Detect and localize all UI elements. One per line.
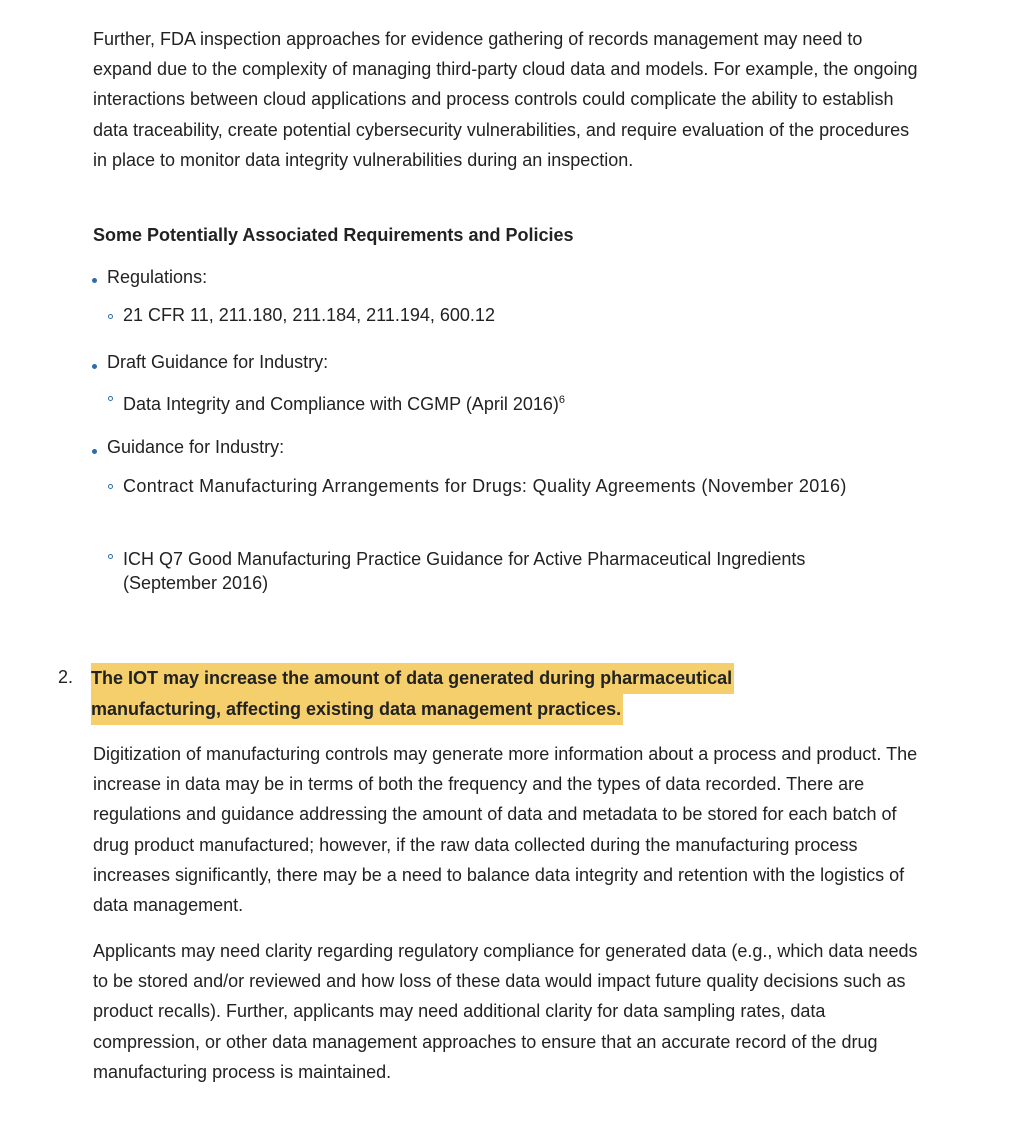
bullet-dot-icon: [92, 449, 97, 454]
policy-item: [123, 391, 893, 417]
footnote-marker: 6: [558, 394, 565, 406]
policy-label-regulations: Regulations:: [107, 267, 208, 287]
policy-item: Contract Manufacturing Arrangements for Drugs: Quality Agreements (November 2016): [123, 476, 847, 496]
policy-label-draft-guidance: Draft Guidance for Industry:: [107, 352, 329, 372]
item2-paragraph-2: Applicants may need clarity regarding regulatory compliance for generated data (e.g., which data needs to be stored and/or reviewed and how loss of these data would impact future quality decisions such as product recalls). Further, applicants may need additional clarity for data sampling rates, data compression, or other data management approaches to ensure that an accurate record of the drug manufacturing process is maintained.: [93, 941, 918, 1082]
policy-label-guidance: Guidance for Industry:: [107, 437, 285, 457]
policy-item: ICH Q7 Good Manufacturing Practice Guidance for Active Pharmaceutical Ingredients (September 2016): [123, 549, 806, 593]
highlighted-title-line-1: The IOT may increase the amount of data generated during pharmaceutical: [91, 663, 734, 694]
item2-paragraph-1: Digitization of manufacturing controls may generate more information about a process and product. The increase in data may be in terms of both the frequency and the types of data recorded. There are regulations and guidance addressing the amount of data and metadata to be stored for each batch of drug product manufactured; however, if the raw data collected during the manufacturing process increases significantly, there may be a need to balance data integrity and retention with the logistics of data management.: [93, 744, 918, 916]
bullet-dot-icon: [92, 278, 97, 283]
list-number: 2.: [58, 667, 74, 687]
highlighted-title-line-2: manufacturing, affecting existing data management practices.: [91, 694, 623, 725]
bullet-ring-icon: [108, 484, 113, 489]
bullet-ring-icon: [108, 554, 113, 559]
bullet-ring-icon: [108, 314, 113, 319]
bullet-dot-icon: [92, 364, 97, 369]
section-heading: Some Potentially Associated Requirements and Policies: [93, 225, 574, 245]
bullet-ring-icon: [108, 396, 113, 401]
policy-item: 21 CFR 11, 211.180, 211.184, 211.194, 600.12: [123, 305, 495, 325]
intro-paragraph: Further, FDA inspection approaches for evidence gathering of records management may need to expand due to the complexity of managing third-party cloud data and models. For example, the ongoing interactions between cloud applications and process controls could complicate the ability to establish data traceability, create potential cybersecurity vulnerabilities, and require evaluation of the procedures in place to monitor data integrity vulnerabilities during an inspection.: [93, 29, 918, 170]
policy-item-text: Data Integrity and Compliance with CGMP (April 2016): [123, 394, 559, 414]
